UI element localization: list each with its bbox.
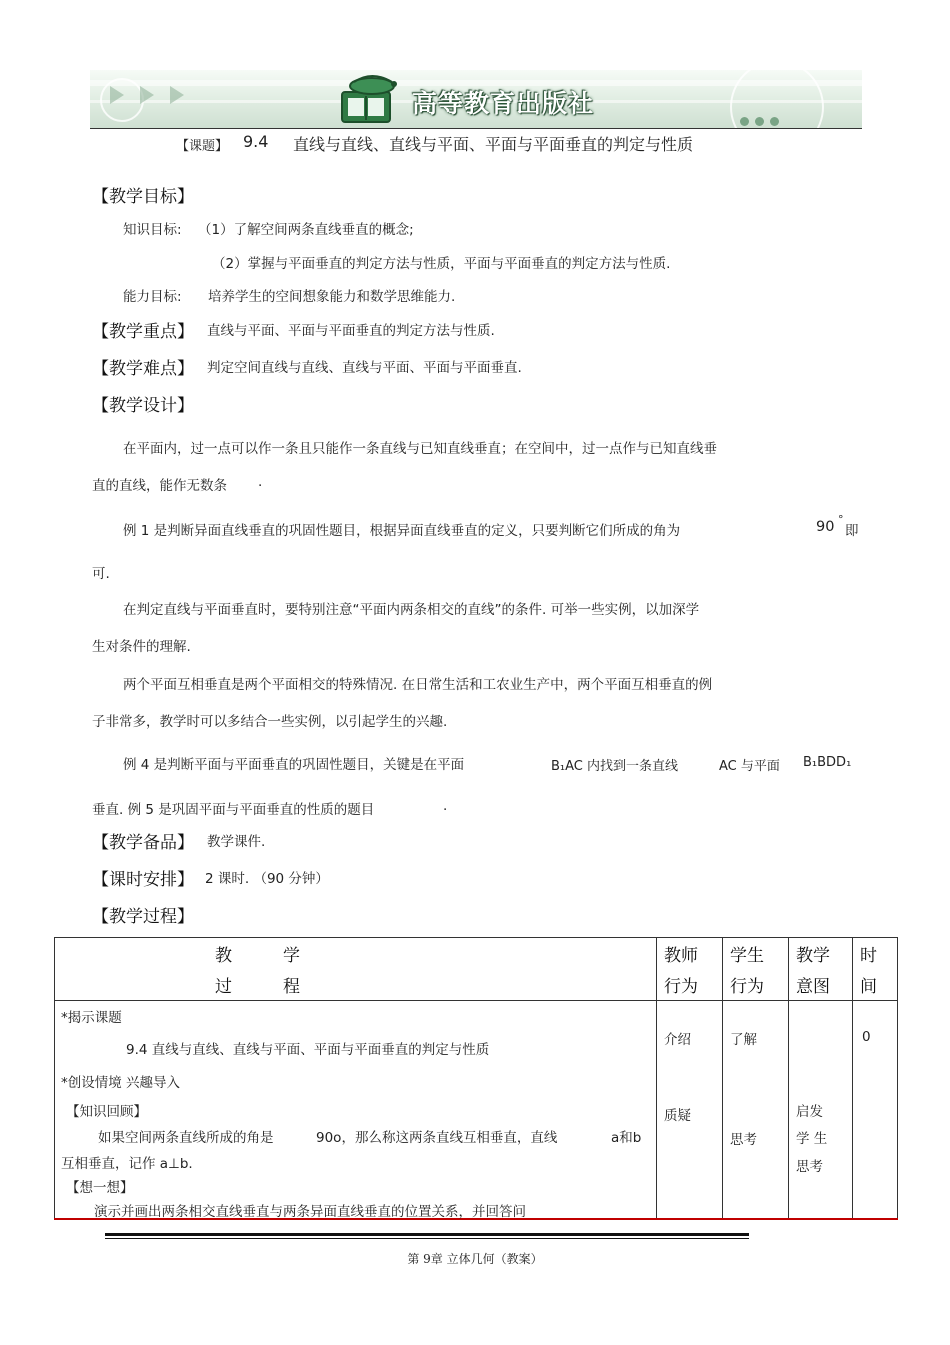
lesson-tag: 【课题】 [176, 139, 229, 154]
banner-chevron-icon [170, 86, 184, 104]
header-teacher-line-2: 行为 [664, 977, 698, 997]
design-paragraph-5b-end: . [443, 798, 448, 814]
table-column-divider [852, 938, 853, 1218]
ability-label: 能力目标: [123, 289, 182, 305]
review-lines-ab: a和b [611, 1130, 642, 1146]
banner-dot [755, 117, 764, 126]
schedule-text: 2 课时. （90 分钟） [205, 871, 329, 887]
reveal-topic-label: *揭示课题 [61, 1010, 122, 1026]
design-paragraph-5b: 垂直. 例 5 是巩固平面与平面垂直的性质的题目 [92, 802, 375, 818]
degree-symbol: ° [838, 513, 844, 526]
header-process-char-1: 教 [215, 946, 232, 966]
table-header-divider [55, 1000, 897, 1001]
publisher-logo-icon [338, 74, 402, 126]
table-column-divider [656, 938, 657, 1218]
header-intent-line-1: 教学 [796, 946, 830, 966]
header-student-line-2: 行为 [730, 977, 764, 997]
create-scene-label: *创设情境 兴趣导入 [61, 1075, 181, 1091]
knowledge-item-1: （1）了解空间两条直线垂直的概念; [198, 222, 414, 238]
lesson-title: 直线与直线、直线与平面、平面与平面垂直的判定与性质 [293, 135, 694, 154]
design-paragraph-4a: 两个平面互相垂直是两个平面相交的特殊情况. 在日常生活和工农业生产中，两个平面互相垂直的例 [123, 677, 713, 693]
banner-dot [740, 117, 749, 126]
publisher-name: 高等教育出版社 [412, 89, 595, 118]
right-angle-value: 90 [816, 519, 835, 535]
intent-line-2: 学 生 [796, 1131, 828, 1147]
header-student-line-1: 学生 [730, 946, 764, 966]
teacher-action-introduce: 介绍 [664, 1032, 691, 1048]
review-label: 【知识回顾】 [66, 1104, 147, 1120]
intent-line-1: 启发 [796, 1104, 823, 1120]
review-right-angle: 90o，那么称这两条直线互相垂直，直线 [316, 1130, 558, 1146]
schedule-heading: 【课时安排】 [92, 870, 194, 890]
banner-chevron-icon [110, 86, 124, 104]
design-paragraph-3a: 在判定直线与平面垂直时，要特别注意“平面内两条相交的直线”的条件. 可举一些实例，以加深学 [123, 602, 700, 618]
footer-rule-thick [105, 1233, 749, 1236]
design-paragraph-2b: 可. [92, 566, 110, 582]
think-text: 演示并画出两条相交直线垂直与两条异面直线垂直的位置关系，并回答问 [94, 1204, 526, 1220]
line-ac: AC 与平面 [719, 759, 780, 774]
time-value: 0 [862, 1029, 871, 1045]
intent-line-3: 思考 [796, 1159, 823, 1175]
design-paragraph-2-suffix: 即 [845, 523, 859, 539]
footer-rule-thin [105, 1238, 749, 1239]
knowledge-item-2: （2）掌握与平面垂直的判定方法与性质，平面与平面垂直的判定方法与性质. [212, 256, 671, 272]
lesson-number: 9.4 [243, 132, 269, 151]
materials-heading: 【教学备品】 [92, 833, 194, 853]
difficulties-heading: 【教学难点】 [92, 359, 194, 379]
topic-title: 9.4 直线与直线、直线与平面、平面与平面垂直的判定与性质 [126, 1042, 490, 1058]
materials-text: 教学课件. [207, 834, 266, 850]
design-paragraph-4b: 子非常多，教学时可以多结合一些实例，以引起学生的兴趣. [92, 714, 448, 730]
ability-text: 培养学生的空间想象能力和数学思维能力. [208, 289, 456, 305]
design-paragraph-3b: 生对条件的理解. [92, 639, 191, 655]
plane-b1ac: B₁AC 内找到一条直线 [551, 759, 679, 774]
design-paragraph-1b-end: . [258, 474, 263, 490]
table-column-divider [788, 938, 789, 1218]
teacher-action-question: 质疑 [664, 1108, 691, 1124]
objectives-heading: 【教学目标】 [92, 187, 194, 207]
process-heading: 【教学过程】 [92, 907, 194, 927]
banner-dot [770, 117, 779, 126]
design-paragraph-2a: 例 1 是判断异面直线垂直的巩固性题目，根据异面直线垂直的定义，只要判断它们所成的角为 [123, 523, 681, 539]
knowledge-label: 知识目标: [123, 222, 182, 238]
key-points-heading: 【教学重点】 [92, 322, 194, 342]
header-time-line-2: 间 [860, 977, 877, 997]
header-intent-line-2: 意图 [796, 977, 830, 997]
design-heading: 【教学设计】 [92, 396, 194, 416]
header-process-char-4: 程 [283, 977, 300, 997]
header-divider [90, 128, 862, 129]
difficulties-text: 判定空间直线与直线、直线与平面、平面与平面垂直. [207, 360, 522, 376]
banner-chevron-icon [140, 86, 154, 104]
review-text-b: 互相垂直，记作 a⊥b. [61, 1156, 193, 1172]
plane-b1bdd1: B₁BDD₁ [803, 755, 852, 770]
header-process-char-3: 过 [215, 977, 232, 997]
header-time-line-1: 时 [860, 946, 877, 966]
key-points-text: 直线与平面、平面与平面垂直的判定方法与性质. [207, 323, 495, 339]
think-label: 【想一想】 [66, 1180, 134, 1196]
table-column-divider [722, 938, 723, 1218]
design-paragraph-1a: 在平面内，过一点可以作一条且只能作一条直线与已知直线垂直；在空间中，过一点作与已知直线垂 [123, 441, 717, 457]
design-paragraph-1b: 直的直线，能作无数条 [92, 478, 227, 494]
student-action-think: 思考 [730, 1132, 757, 1148]
design-paragraph-5a: 例 4 是判断平面与平面垂直的巩固性题目，关键是在平面 [123, 757, 465, 773]
header-process-char-2: 学 [283, 946, 300, 966]
teaching-process-table [54, 937, 898, 1219]
review-text-a: 如果空间两条直线所成的角是 [98, 1130, 274, 1146]
header-teacher-line-1: 教师 [664, 946, 698, 966]
footer-chapter: 第 9章 立体几何（教案） [407, 1252, 543, 1266]
student-action-understand: 了解 [730, 1032, 757, 1048]
